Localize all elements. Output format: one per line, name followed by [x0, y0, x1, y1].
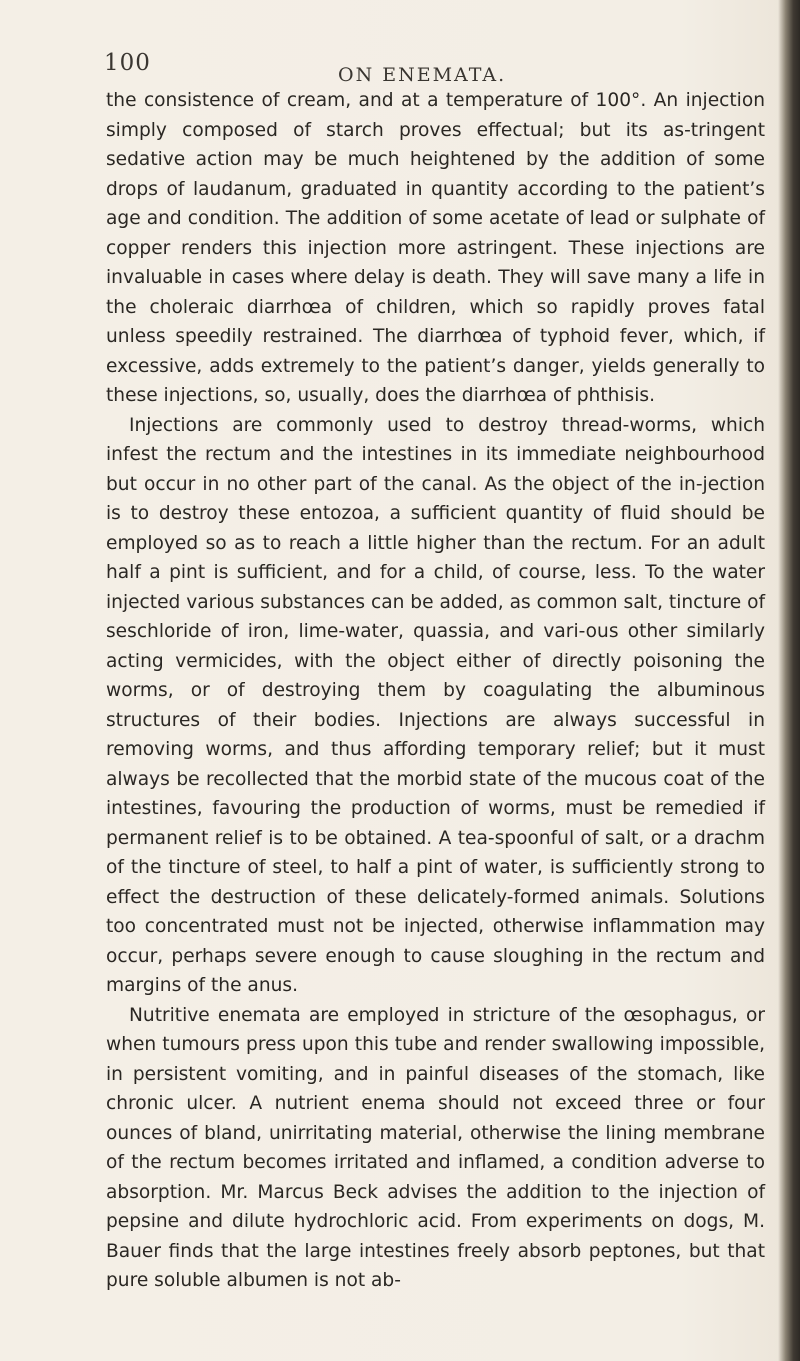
paragraph-thread-worms: Injections are commonly used to destroy thread-worms, which infest the rectum and the intestines in its immediate neighbourhood but occur in no other part of the canal. As the object of the in-jection is to destroy these entozoa, a sufficient quantity of fluid should be employed so as to reach a little higher than the rectum. For an adult half a pint is sufficient, and for a child, of course, less. To the water injected various substances can be added, as common salt, tincture of seschloride of iron, lime-water, quassia, and vari-ous other similarly acting vermicides, with the object either of directly poisoning the worms, or of destroying them by coagulating the albuminous structures of their bodies. Injections are always successful in removing worms, and thus affording temporary relief; but it must always be recollected that the morbid state of the mucous coat of the intestines, favouring the production of worms, must be remedied if permanent relief is to be obtained. A tea-spoonful of salt, or a drachm of the tincture of steel, to half a pint of water, is sufficiently strong to effect the destruction of these delicately-formed animals. Solutions too concentrated must not be injected, otherwise inflammation may occur, perhaps severe enough to cause sloughing in the rectum and margins of the anus.: [106, 414, 765, 996]
paragraph-nutritive-enemata: Nutritive enemata are employed in stricture of the œsophagus, or when tumours press upon this tube and render swallowing impossible, in persistent vomiting, and in painful diseases of the stomach, like chronic ulcer. A nutrient enema should not exceed three or four ounces of bland, unirritating material, otherwise the lining membrane of the rectum becomes irritated and inflamed, a condition adverse to absorption. Mr. Marcus Beck advises the addition to the injection of pepsine and dilute hydrochloric acid. From experiments on dogs, M. Bauer finds that the large intestines freely absorb peptones, but that pure soluble albumen is not ab-: [106, 1004, 765, 1291]
running-title: ON ENEMATA.: [338, 64, 507, 86]
body-text: [106, 86, 765, 1296]
page-binding-edge: [778, 0, 800, 1361]
paragraph-laudanum-injection: the consistence of cream, and at a temperature of 100°. An injection simply composed of starch proves effectual; but its as-tringent sedative action may be much heightened by the addition of some drops of laudanum, graduated in quantity according to the patient’s age and condition. The addition of some acetate of lead or sulphate of copper renders this injection more astringent. These injections are invaluable in cases where delay is death. They will save many a life in the choleraic diarrhœa of children, which so rapidly proves fatal unless speedily restrained. The diarrhœa of typhoid fever, which, if excessive, adds extremely to the patient’s danger, yields generally to these injections, so, usually, does the diarrhœa of phthisis.: [106, 90, 765, 406]
page-number: 100: [104, 50, 151, 76]
